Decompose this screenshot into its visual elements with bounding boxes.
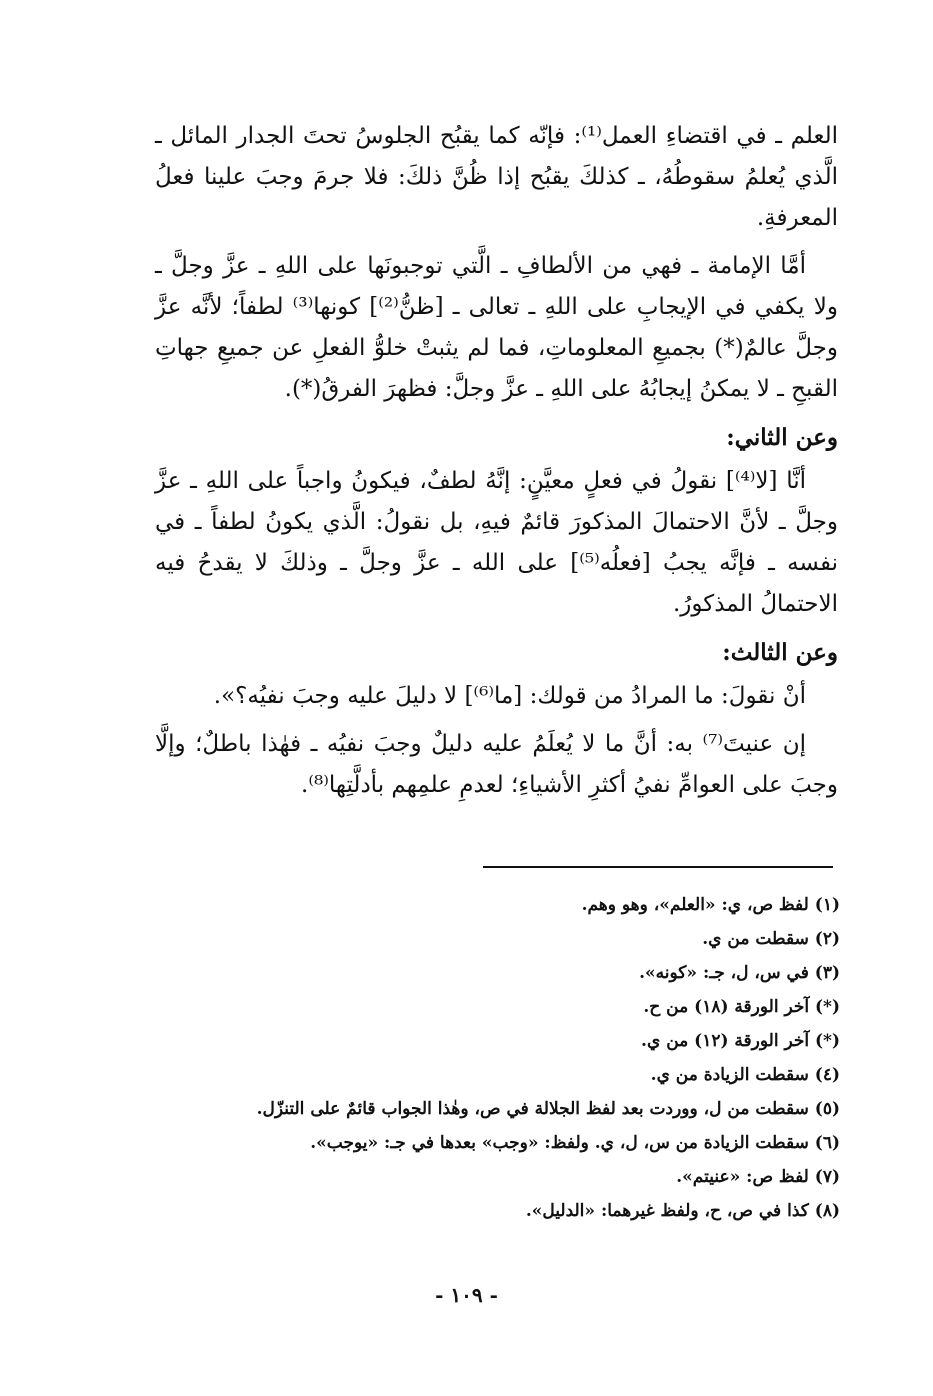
footnote: (٣) في س، ل، جـ: «كونه». (639, 963, 840, 983)
paragraph-5: إن عنيتَ⁽⁷⁾ به: أنَّ ما لا يُعلَمُ عليه دليلٌ وجبَ نفيُه ـ فهٰذا باطلٌ؛ وإلَّا وجبَ على العوامِّ نفيُ أكثرِ الأشياءِ؛ لعدمِ علمِهم بأدلَّتِها⁽⁸⁾. (155, 731, 838, 798)
footnote: (٥) سقطت من ل، ووردت بعد لفظ الجلالة في ص، وهٰذا الجواب قائمٌ على التنزّل. (256, 1099, 840, 1119)
footnote: (٧) لفظ ص: «عنيتم». (676, 1167, 840, 1187)
page-number: - ١٠٩ - (435, 1283, 498, 1307)
paragraph-2: أمَّا الإمامة ـ فهي من الألطافِ ـ الَّتي توجبونَها على اللهِ ـ عزَّ وجلَّ ـ ولا يكفي في الإيجابِ على اللهِ ـ تعالى ـ [ظنُّ⁽²⁾] كونها⁽³⁾ لطفاً؛ لأنَّه عزَّ وجلَّ عالمٌ(*) بجميعِ المعلوماتِ، فما لم يثبتْ خلوُّ الفعلِ عن جميعِ جهاتِ القبحِ ـ لا يمكنُ إيجابُهُ على اللهِ ـ عزَّ وجلَّ: فظهرَ الفرقُ(*). (155, 253, 838, 402)
footnote-divider (483, 866, 833, 868)
footnotes (150, 888, 840, 1228)
footnote: (*) آخر الورقة (١٢) من ي. (641, 1031, 840, 1051)
heading-third: وعن الثالث: (722, 639, 838, 666)
footnote: (١) لفظ ص، ي: «العلم»، وهو وهم. (581, 895, 840, 915)
paragraph-4: أنْ نقولَ: ما المرادُ من قولك: [ما⁽⁶⁾] لا دليلَ عليه وجبَ نفيُه؟». (213, 683, 806, 709)
footnote: (*) آخر الورقة (١٨) من ح. (643, 997, 840, 1017)
footnote: (٤) سقطت الزيادة من ي. (650, 1065, 840, 1085)
main-text (155, 116, 838, 813)
heading-second: وعن الثاني: (726, 424, 838, 451)
footnote: (٨) كذا في ص، ح، ولفظ غيرهما: «الدليل». (525, 1201, 840, 1221)
paragraph-3: أنَّا [لا⁽⁴⁾] نقولُ في فعلٍ معيَّنٍ: إنَّهُ لطفٌ، فيكونُ واجباً على اللهِ ـ عزَّ وجلَّ ـ لأنَّ الاحتمالَ المذكورَ قائمٌ فيهِ، بل نقولُ: الَّذي يكونُ لطفاً ـ في نفسه ـ فإنَّه يجبُ [فعلُه⁽⁵⁾] على الله ـ عزَّ وجلَّ ـ وذلكَ لا يقدحُ فيه الاحتمالُ المذكورُ. (155, 468, 838, 617)
footnote: (٢) سقطت من ي. (702, 929, 840, 949)
paragraph-1: العلم ـ في اقتضاءِ العمل⁽¹⁾: فإنّه كما يقبُح الجلوسُ تحتَ الجدار المائل ـ الَّذي يُعلمُ سقوطُهُ، ـ كذلكَ يقبُح إذا ظُنَّ ذلكَ: فلا جرمَ وجبَ علينا فعلُ المعرفةِ. (155, 123, 838, 231)
footnote: (٦) سقطت الزيادة من س، ل، ي. ولفظ: «وجب» بعدها في جـ: «يوجب». (310, 1133, 840, 1153)
